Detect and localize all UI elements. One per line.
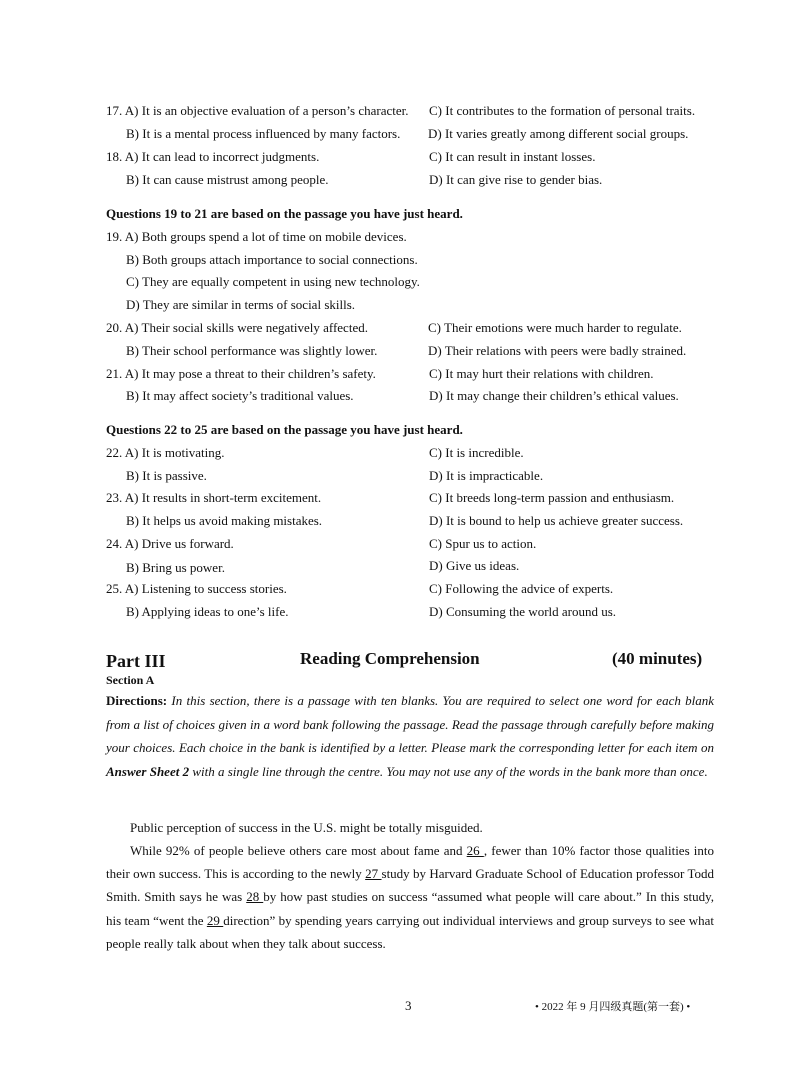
q17-option-d: D) It varies greatly among different social groups. [428, 126, 689, 141]
part-title: Reading Comprehension [300, 649, 480, 668]
q19-option-b: B) Both groups attach importance to social connections. [126, 252, 418, 267]
footer-label: • 2022 年 9 月四级真题(第一套) • [535, 1001, 691, 1013]
q22-option-b: B) It is passive. [126, 468, 207, 483]
q24-option-a: 24. A) Drive us forward. [106, 536, 234, 551]
passage-text: by how past studies on success “assumed what people will care about.” In this study, his team “went the [106, 889, 715, 928]
q20-option-a: 20. A) Their social skills were negatively affected. [106, 320, 368, 335]
question-group-heading: Questions 22 to 25 are based on the passage you have just heard. [106, 422, 463, 437]
q19-option-d: D) They are similar in terms of social skills. [126, 297, 356, 312]
q24-option-c: C) Spur us to action. [429, 536, 537, 551]
q24-option-d: D) Give us ideas. [429, 558, 520, 573]
question-group-heading: Questions 19 to 21 are based on the passage you have just heard. [106, 206, 463, 221]
part-time: (40 minutes) [612, 649, 703, 668]
q23-option-c: C) It breeds long-term passion and enthusiasm. [429, 490, 675, 505]
q18-option-c: C) It can result in instant losses. [429, 149, 596, 164]
directions-text-end: with a single line through the centre. You may not use any of the words in the bank more than once. [189, 763, 708, 779]
q23-option-b: B) It helps us avoid making mistakes. [126, 513, 323, 528]
blank-28: 28 [246, 889, 264, 905]
q23-option-d: D) It is bound to help us achieve greater success. [429, 513, 684, 528]
q25-option-c: C) Following the advice of experts. [429, 581, 614, 596]
passage-text: direction” by spending years carrying out individual interviews and group surveys to see what people really talk about when they talk about success. [106, 912, 715, 951]
q18-option-b: B) It can cause mistrust among people. [126, 172, 329, 187]
directions-text: In this section, there is a passage with ten blanks. You are required to select one word for each blank from a list of choices given in a word bank following the passage. Read the passage through carefully before making your choices. Each choice in the bank is identified by a letter. Please mark the corresponding letter for each item on [106, 693, 714, 755]
q25-option-d: D) Consuming the world around us. [429, 604, 617, 619]
q18-option-d: D) It can give rise to gender bias. [429, 172, 603, 187]
q22-option-c: C) It is incredible. [429, 445, 524, 460]
q22-option-a: 22. A) It is motivating. [106, 445, 225, 460]
blank-29: 29 [206, 912, 224, 928]
q17-option-b: B) It is a mental process influenced by many factors. [126, 126, 401, 141]
part-label: Part III [106, 651, 166, 671]
blank-27: 27 [365, 866, 382, 882]
q25-option-a: 25. A) Listening to success stories. [106, 581, 287, 596]
q19-option-a: 19. A) Both groups spend a lot of time on mobile devices. [106, 229, 407, 244]
section-label: Section A [106, 673, 155, 687]
q21-option-b: B) It may affect society’s traditional values. [126, 388, 354, 403]
passage-paragraph-2 [106, 839, 714, 955]
q18-option-a: 18. A) It can lead to incorrect judgments. [106, 149, 320, 164]
q20-option-d: D) Their relations with peers were badly strained. [428, 343, 687, 358]
page-number: 3 [405, 998, 412, 1013]
q24-option-b: B) Bring us power. [126, 560, 225, 575]
q20-option-b: B) Their school performance was slightly lower. [126, 343, 378, 358]
q20-option-c: C) Their emotions were much harder to regulate. [428, 320, 682, 335]
directions-label: Directions: [106, 693, 168, 708]
q19-option-c: C) They are equally competent in using new technology. [126, 274, 420, 289]
passage-paragraph-1: Public perception of success in the U.S. might be totally misguided. [130, 820, 483, 835]
q22-option-d: D) It is impracticable. [429, 468, 544, 483]
directions [106, 689, 714, 783]
q23-option-a: 23. A) It results in short-term excitement. [106, 490, 322, 505]
q17-option-a: 17. A) It is an objective evaluation of a person’s character. [106, 103, 409, 118]
passage-text: study by Harvard Graduate School of Education professor Todd Smith. Smith says he was [106, 866, 715, 905]
q21-option-d: D) It may change their children’s ethical values. [429, 388, 679, 403]
q21-option-c: C) It may hurt their relations with children. [429, 366, 654, 381]
answer-sheet-ref: Answer Sheet 2 [106, 763, 190, 779]
passage-text: While 92% of people believe others care most about fame and [130, 843, 467, 858]
q17-option-c: C) It contributes to the formation of personal traits. [429, 103, 696, 118]
blank-26: 26 [466, 843, 484, 858]
passage-text: , fewer than 10% factor those qualities into their own success. This is according to the newly [106, 843, 715, 882]
q25-option-b: B) Applying ideas to one’s life. [126, 604, 289, 619]
q21-option-a: 21. A) It may pose a threat to their children’s safety. [106, 366, 376, 381]
